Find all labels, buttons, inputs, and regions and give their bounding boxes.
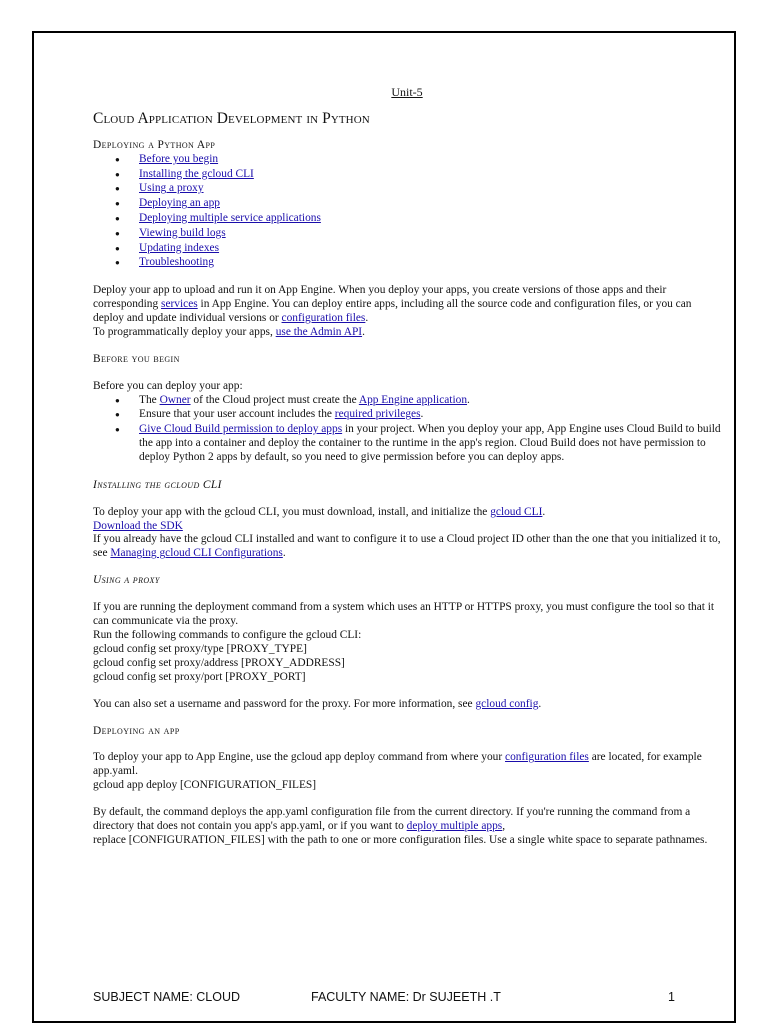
deploy-multiple-apps-link[interactable]: deploy multiple apps xyxy=(406,820,503,833)
text: . xyxy=(542,505,546,518)
text: in your project. When you deploy your app, App Engine uses Cloud Build to build the app into a container and deploy the container to the runtime in the app's region. Cloud Build does not have permission to deploy Python 2 apps by default, so you need to give permission before you can deploy apps. xyxy=(139,423,721,463)
text: The xyxy=(139,393,160,406)
before-lead: Before you can deploy your app: xyxy=(93,379,243,392)
unit-label: Unit-5 xyxy=(391,85,423,99)
section-install-heading: Installing the gcloud CLI xyxy=(93,478,222,491)
services-link[interactable]: services xyxy=(161,298,198,310)
app-engine-application-link[interactable]: App Engine application xyxy=(358,393,468,406)
subject-name: SUBJECT NAME: CLOUD xyxy=(93,990,241,1004)
text: You can also set a username and password for the proxy. For more information, see xyxy=(93,697,476,710)
text: If you already have the gcloud CLI installed and want to configure it to use a Cloud project ID other than the one that you initialized it to, see xyxy=(93,533,721,560)
list-item xyxy=(115,408,721,422)
toc-link-deploying-app[interactable]: Deploying an app xyxy=(139,197,220,210)
configuration-files-link-2[interactable]: configuration files xyxy=(505,751,589,764)
section-before-heading: Before you begin xyxy=(93,352,180,365)
text: To deploy your app to App Engine, use the gcloud app deploy command from where your xyxy=(93,751,506,764)
text: . xyxy=(362,325,365,338)
admin-api-paragraph xyxy=(93,326,721,340)
toc-link-installing-gcloud[interactable]: Installing the gcloud CLI xyxy=(139,167,254,180)
deploy-paragraph xyxy=(93,751,721,779)
proxy-command-type: gcloud config set proxy/type [PROXY_TYPE] xyxy=(93,642,307,655)
text: By default, the command deploys the app.yaml configuration file from the current directory. If you're running the command from a directory that does not contain you app's app.yaml, or if you want to xyxy=(93,806,691,833)
gcloud-cli-link[interactable]: gcloud CLI xyxy=(490,505,543,518)
deploy-command: gcloud app deploy [CONFIGURATION_FILES] xyxy=(93,779,317,792)
owner-link[interactable]: Owner xyxy=(159,393,191,406)
section-proxy-heading: Using a proxy xyxy=(93,574,160,587)
download-line xyxy=(93,520,721,534)
text: . xyxy=(282,547,286,560)
text: . xyxy=(420,408,424,421)
proxy-paragraph: If you are running the deployment command from a system which uses an HTTP or HTTPS proxy, you must configure the tool so that it can communicate via the proxy. xyxy=(93,601,715,628)
text: replace [CONFIGURATION_FILES] with the path to one or more configuration files. Use a single white space to separate pathnames. xyxy=(93,833,708,846)
cloud-build-permission-link[interactable]: Give Cloud Build permission to deploy apps xyxy=(139,423,343,436)
install-config-paragraph xyxy=(93,533,721,561)
toc-item xyxy=(115,242,721,256)
text: . xyxy=(538,697,542,710)
toc-item xyxy=(115,197,721,211)
document-body xyxy=(93,86,721,848)
text: of the Cloud project must create the xyxy=(190,393,359,406)
text: To deploy your app with the gcloud CLI, you must download, install, and initialize the xyxy=(93,505,491,518)
admin-api-link[interactable]: use the Admin API xyxy=(275,325,363,338)
section-deploy-heading: Deploying an app xyxy=(93,724,180,737)
toc-link-build-logs[interactable]: Viewing build logs xyxy=(139,226,226,239)
text: . xyxy=(467,393,470,406)
configuration-files-link[interactable]: configuration files xyxy=(281,311,366,324)
page-number: 1 xyxy=(668,990,675,1004)
managing-configurations-link[interactable]: Managing gcloud CLI Configurations xyxy=(110,547,283,560)
text: Ensure that your user account includes the xyxy=(139,408,335,421)
list-item xyxy=(115,423,721,465)
gcloud-config-link[interactable]: gcloud config xyxy=(475,697,539,710)
toc-link-troubleshooting[interactable]: Troubleshooting xyxy=(139,256,214,269)
toc-list xyxy=(93,153,721,270)
proxy-auth-paragraph xyxy=(93,698,721,712)
toc-item xyxy=(115,227,721,241)
toc-item xyxy=(115,168,721,182)
toc-item xyxy=(115,153,721,167)
toc-item xyxy=(115,182,721,196)
list-item xyxy=(115,394,721,408)
toc-link-before-you-begin[interactable]: Before you begin xyxy=(139,152,219,165)
toc-link-using-proxy[interactable]: Using a proxy xyxy=(139,182,204,195)
proxy-command-address: gcloud config set proxy/address [PROXY_ADDRESS] xyxy=(93,656,345,669)
deploy-default-paragraph xyxy=(93,806,721,848)
required-privileges-link[interactable]: required privileges xyxy=(334,408,421,421)
section-deploying-heading: Deploying a Python App xyxy=(93,138,216,151)
text: . xyxy=(365,311,369,324)
before-list xyxy=(93,394,721,465)
proxy-commands-lead: Run the following commands to configure the gcloud CLI: xyxy=(93,628,362,641)
text: To programmatically deploy your apps, xyxy=(93,325,276,338)
text: in App Engine. You can deploy entire apps, including all the source code and configuration files, or you can deploy and update individual versions or xyxy=(93,298,692,324)
toc-link-multiple-services[interactable]: Deploying multiple service applications xyxy=(139,211,321,224)
download-sdk-link[interactable]: Download the SDK xyxy=(93,519,183,532)
install-paragraph xyxy=(93,506,721,520)
proxy-command-port: gcloud config set proxy/port [PROXY_PORT] xyxy=(93,670,306,683)
toc-link-updating-indexes[interactable]: Updating indexes xyxy=(139,241,220,254)
toc-item xyxy=(115,256,721,270)
text: , xyxy=(502,820,506,833)
faculty-name: FACULTY NAME: Dr SUJEETH .T xyxy=(311,990,501,1004)
toc-item xyxy=(115,212,721,226)
page-title: Cloud Application Development in Python xyxy=(93,109,370,127)
intro-paragraph xyxy=(93,284,721,326)
text: are located, for example app.yaml. xyxy=(93,751,702,778)
text: Deploy your app to upload and run it on App Engine. When you deploy your apps, you create versions of those apps and their corresponding xyxy=(93,284,667,310)
